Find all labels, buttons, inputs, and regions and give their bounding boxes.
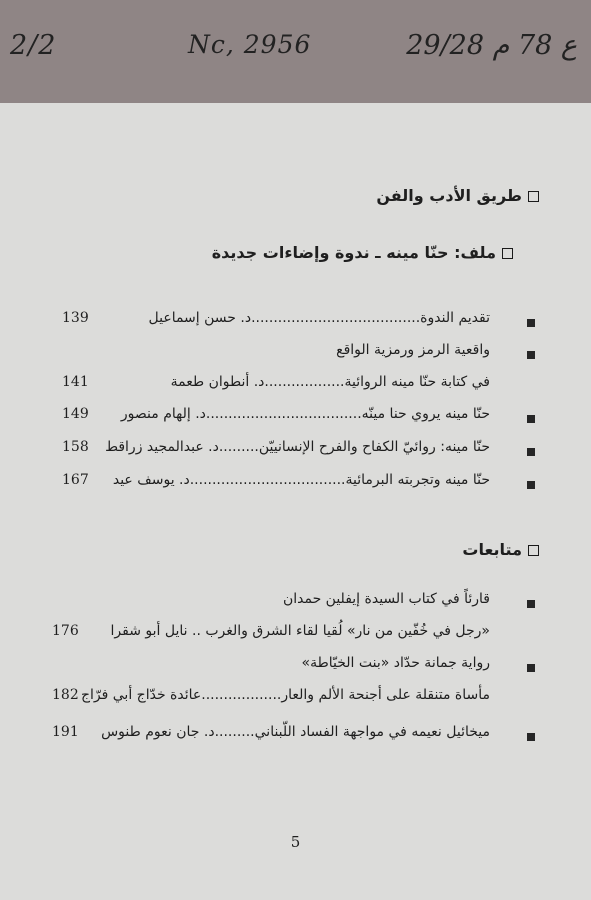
page-ref: 141 <box>62 374 89 390</box>
document-page <box>0 103 591 900</box>
bullet-icon <box>527 448 535 456</box>
bullet-icon <box>527 664 535 672</box>
handwritten-note-right: 29/28 ع 78 م <box>406 30 577 61</box>
toc-entry: في كتابة حنّا مينه الروائية..................د. أنطوان طعمة <box>170 374 490 390</box>
toc-entry: حنّا مينه وتجربته البرمائية...................................د. يوسف عيد <box>112 472 490 488</box>
page-ref: 191 <box>52 724 79 740</box>
page-ref: 139 <box>62 310 89 326</box>
page-number: 5 <box>290 833 301 851</box>
bullet-icon <box>527 415 535 423</box>
toc-entry: مأساة متنقلة على أجنحة الألم والعار..................عائدة خدّاج أبي فرّاج <box>80 687 490 703</box>
page-ref: 182 <box>52 687 79 703</box>
toc-entry: قارئاً في كتاب السيدة إيفلين حمدان <box>282 591 490 607</box>
checkbox-square-icon <box>502 248 513 259</box>
bullet-icon <box>527 600 535 608</box>
checkbox-square-icon <box>528 191 539 202</box>
bullet-icon <box>527 481 535 489</box>
handwritten-note-left: 2/2 <box>10 30 57 61</box>
section-subtitle: ملف: حنّا مينه ـ ندوة وإضاءات جديدة <box>211 243 496 262</box>
bullet-icon <box>527 351 535 359</box>
section-subheading-file <box>212 243 513 262</box>
toc-entry: تقديم الندوة......................................د. حسن إسماعيل <box>148 310 490 326</box>
page-ref: 158 <box>62 439 89 455</box>
toc-entry: حنّا مينه: روائيّ الكفاح والفرح الإنسانييّن.........د. عبدالمجيد زراقط <box>105 439 490 455</box>
page-ref: 167 <box>62 472 89 488</box>
section-heading-follow-ups <box>462 540 539 559</box>
toc-entry: واقعية الرمز ورمزية الواقع <box>336 342 490 358</box>
page-ref: 176 <box>52 623 79 639</box>
top-band <box>0 0 591 103</box>
section-heading-literature <box>376 186 539 205</box>
handwritten-note-middle: Nc, 2956 <box>188 30 312 59</box>
toc-entry: «رجل في خُفّين من نار» لُقيا لقاء الشرق والغرب .. نايل أبو شقرا <box>110 623 490 639</box>
checkbox-square-icon <box>528 545 539 556</box>
toc-entry: حنّا مينه يروي حنا مينّه...................................د. إلهام منصور <box>120 406 490 422</box>
bullet-icon <box>527 319 535 327</box>
toc-entry: ميخائيل نعيمه في مواجهة الفساد اللّبناني.........د. جان نعوم طنوس <box>101 724 490 740</box>
toc-entry: رواية جمانة حدّاد «بنت الخيّاطة» <box>301 655 490 671</box>
page-ref: 149 <box>62 406 89 422</box>
section-title: طريق الأدب والفن <box>376 186 522 205</box>
bullet-icon <box>527 733 535 741</box>
section-title: متابعات <box>462 540 522 559</box>
